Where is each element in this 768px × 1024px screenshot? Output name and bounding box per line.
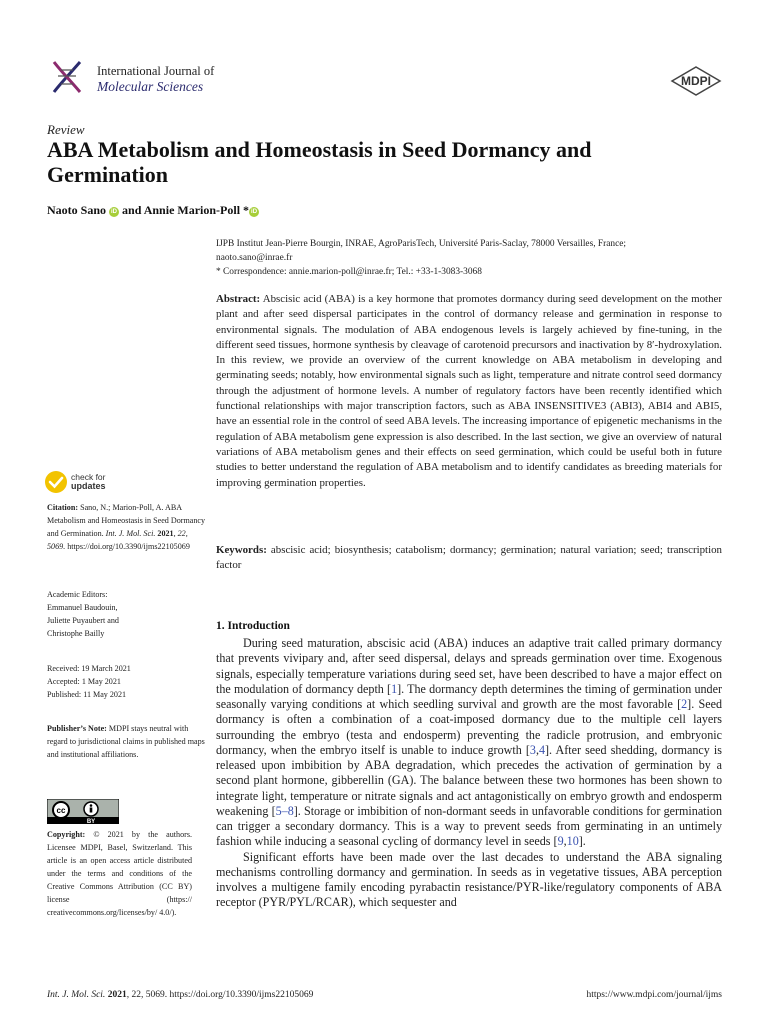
author-separator: and xyxy=(122,203,142,217)
author-email[interactable]: naoto.sano@inrae.fr xyxy=(216,253,293,263)
correspondence: * Correspondence: annie.marion-poll@inrae.fr; Tel.: +33-1-3083-3068 xyxy=(216,267,482,277)
article-title: ABA Metabolism and Homeostasis in Seed Dormancy and Germination xyxy=(47,137,592,187)
citation-text: Sano, N.; Marion-Poll, A. ABA Metabolism and Homeostasis in Seed Dormancy and Germination. xyxy=(47,503,206,538)
footer-journal: Int. J. Mol. Sci. xyxy=(47,990,106,1000)
keywords-text: abscisic acid; biosynthesis; catabolism; dormancy; germination; natural variation; seed; transcription factor xyxy=(216,544,722,572)
author-list xyxy=(47,203,259,218)
editors-label: Academic Editors: xyxy=(47,590,108,599)
citation-link[interactable]: 9 xyxy=(557,834,564,849)
paragraph: During seed maturation, abscisic acid (ABA) induces an adaptive trait called primary dormancy that prevents vivipary and, after seed dispersal, delays and spreads germination over time. Exogenous signals, especially temperature variations during seed set, have been described to have a major effect on the modulation of dormancy depth [1]. The dormancy depth determines the timing of germination under seasonally varying conditions at which seedling survival and growth are the most favorable [2]. Seed dormancy is often a combination of a coat-imposed dormancy due to the multiple cell layers surrounding the embryo (testa and endosperm) preventing the radicle protrusion, and embryonic dormancy, when the embryo itself is unable to induce growth [3,4]. After seed shedding, dormancy is released upon imbibition by ABA degradation, which precedes the activation of germination by a second plant hormone, gibberellin (GA). The balance between these two hormones has been shown to integrate light, temperature or nitrate signals and act antagonistically on embryo growth and endosperm weakening [5–8]. Storage or imbibition of non-dormant seeds in unfavorable conditions for germination can trigger a secondary dormancy. This is a way to prevent seeds from germinating in an untimely fashion while inducing a seasonal cycling of dormancy level in seeds [9,10]. xyxy=(216,636,722,849)
check-updates-line1: check for xyxy=(71,472,106,482)
abstract xyxy=(216,292,722,491)
editor-name: Christophe Bailly xyxy=(47,629,105,638)
check-updates-line2: updates xyxy=(71,481,106,491)
cc-by-license-icon[interactable] xyxy=(47,799,119,824)
publisher-note-label: Publisher’s Note: xyxy=(47,724,107,733)
footer-doi[interactable]: , 22, 5069. https://doi.org/10.3390/ijms22105069 xyxy=(126,990,314,1000)
mdpi-logo xyxy=(670,66,722,96)
editor-name: Juliette Puyaubert and xyxy=(47,616,119,625)
citation-label: Citation: xyxy=(47,503,79,512)
accepted-date: Accepted: 1 May 2021 xyxy=(47,677,121,686)
citation-link[interactable]: 10 xyxy=(566,834,579,849)
paragraph: Significant efforts have been made over the last decades to understand the ABA signaling mechanisms controlling dormancy and germination. In seeds as in vegetative tissues, ABA perception involves a multigene family encoding pyrabactin resistance/PYR-like/regulatory components of ABA receptor (PYR/PYL/RCAR), which sequester and xyxy=(216,849,722,910)
footer-citation xyxy=(47,990,313,1000)
affiliation-block xyxy=(216,237,721,279)
publisher-note-text: MDPI stays neutral with regard to jurisdictional claims in published maps and institutional affiliations. xyxy=(47,724,205,759)
citation-link[interactable]: 2 xyxy=(681,697,688,711)
dates xyxy=(47,662,207,701)
copyright-text: © 2021 by the authors. Licensee MDPI, Basel, Switzerland. This article is an open access article distributed under the terms and conditions of the Creative Commons Attribution (CC BY) license (https:// creativecommons.org/licenses/by/ 4.0/). xyxy=(47,830,192,917)
footer-year: 2021 xyxy=(107,990,127,1000)
check-for-updates-button[interactable] xyxy=(44,470,124,496)
citation-doi[interactable]: https://doi.org/10.3390/ijms22105069 xyxy=(67,542,190,551)
abstract-label: Abstract: xyxy=(216,293,261,305)
received-date: Received: 19 March 2021 xyxy=(47,664,131,673)
journal-name xyxy=(97,63,214,95)
introduction-body xyxy=(216,636,722,911)
check-updates-icon xyxy=(44,470,68,494)
author-name[interactable]: Annie Marion-Poll * xyxy=(143,203,250,217)
journal-name-line1: International Journal of xyxy=(97,64,215,78)
affiliation: IJPB Institut Jean-Pierre Bourgin, INRAE, AgroParisTech, Université Paris-Saclay, 78000 Versailles, France; xyxy=(216,239,627,249)
citation-volume: , 22, 5069. xyxy=(47,529,188,551)
orcid-icon[interactable]: iD xyxy=(251,209,258,215)
copyright xyxy=(47,828,192,919)
copyright-label: Copyright: xyxy=(47,830,86,839)
journal-name-line2: Molecular Sciences xyxy=(97,79,204,94)
abstract-text: Abscisic acid (ABA) is a key hormone that promotes dormancy during seed development on the mother plant and after seed dispersal participates in the control of dormancy release and germination in response to environmental signals. The modulation of ABA endogenous levels is largely achieved by fine-tuning, in the different seed tissues, hormone synthesis by cleavage of carotenoid precursors and inactivation by 8′-hydroxylation. In this review, we provide an overview of the current knowledge on ABA metabolism in developing and germinating seeds; notably, how environmental signals such as light, temperature and nitrate control seed dormancy through the adjustment of hormone levels. A number of regulatory factors have been recently identified which functional relationships with major transcription factors, such as ABA INSENSITIVE3 (ABI3), ABI4 and ABI5, have an essential role in the control of seed ABA levels. The increasing importance of epigenetic mechanisms in the regulation of ABA metabolism gene expression is also described. In the last section, we give an overview of natural variations of ABA metabolism genes and their effects on seed germination, which could be useful both in future studies to better understand the regulation of ABA metabolism and to identify candidates as breeding materials for improving germination properties. xyxy=(216,293,722,489)
footer-url[interactable]: https://www.mdpi.com/journal/ijms xyxy=(586,990,722,1000)
cc-label: cc xyxy=(56,806,66,815)
citation-journal: Int. J. Mol. Sci. xyxy=(105,529,156,538)
publisher-note xyxy=(47,722,207,761)
author-name[interactable]: Naoto Sano xyxy=(47,203,107,217)
cc-by-label: BY xyxy=(86,819,96,824)
citation-link[interactable]: 4 xyxy=(538,742,546,757)
mdpi-logo-text: MDPI xyxy=(681,74,711,88)
editor-name: Emmanuel Baudouin, xyxy=(47,603,118,612)
keywords-label: Keywords: xyxy=(216,544,267,556)
citation-link[interactable]: 1 xyxy=(391,681,398,696)
section-heading: 1. Introduction xyxy=(216,620,290,632)
citation-link[interactable]: 5–8 xyxy=(275,803,294,818)
citation-link[interactable]: 3 xyxy=(529,742,536,757)
orcid-icon[interactable]: iD xyxy=(111,209,118,215)
citation xyxy=(47,501,207,553)
article-type: Review xyxy=(47,122,85,137)
journal-logo xyxy=(46,56,88,98)
keywords xyxy=(216,543,722,574)
citation-year: 2021 xyxy=(157,529,174,538)
academic-editors xyxy=(47,588,207,640)
published-date: Published: 11 May 2021 xyxy=(47,690,127,699)
